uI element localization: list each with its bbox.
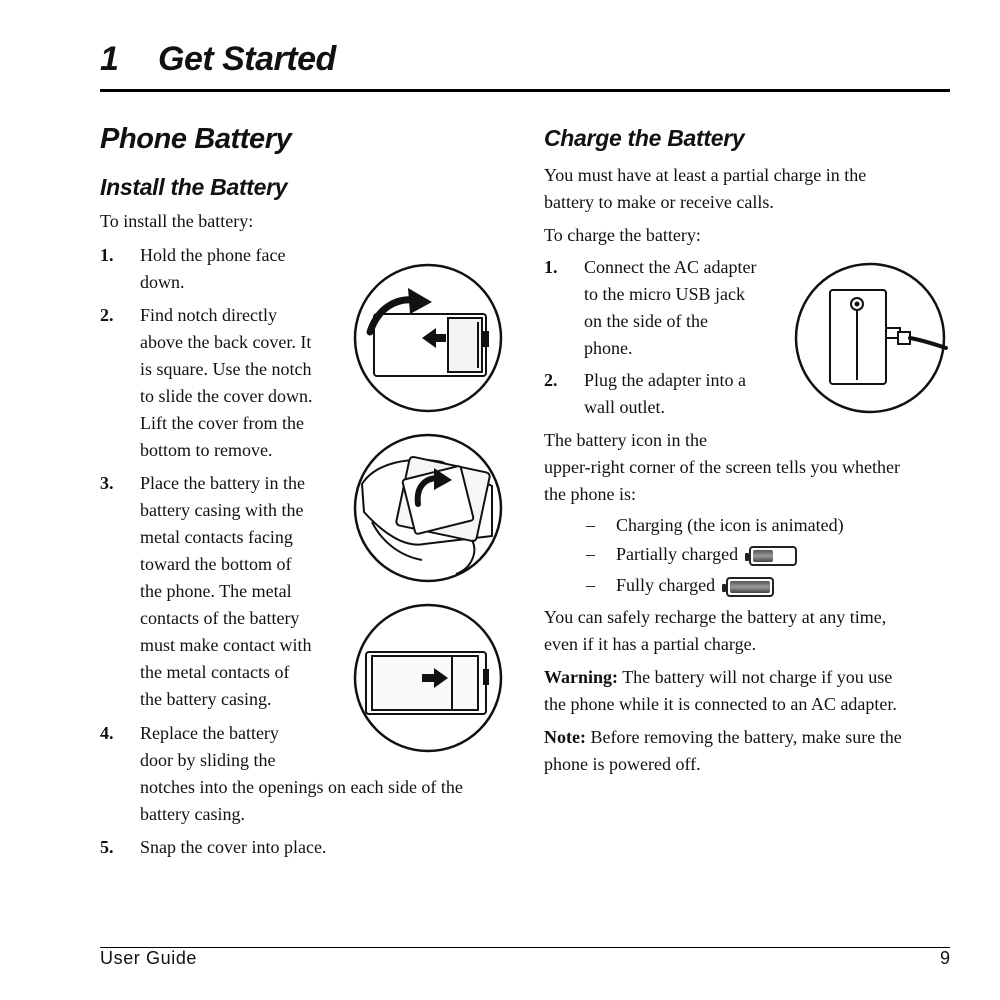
step-line: wall outlet. — [584, 397, 665, 417]
chapter-rule — [100, 89, 950, 92]
step-line: is square. Use the notch — [140, 359, 312, 379]
step-line: bottom to remove. — [140, 440, 273, 460]
step-line: Connect the AC adapter — [584, 257, 757, 277]
warning-label: Warning: — [544, 667, 619, 687]
state-partial — [586, 541, 797, 568]
paragraph-line: You must have at least a partial charge in the — [544, 165, 867, 185]
paragraph-line: the phone while it is connected to an AC adapter. — [544, 694, 897, 714]
step-line: to slide the cover down. — [140, 386, 313, 406]
step-line: Find notch directly — [140, 305, 277, 325]
battery-partial-icon — [749, 546, 797, 566]
step-number: 3. — [100, 473, 114, 493]
battery-icon-paragraph — [544, 427, 900, 508]
step-line: Hold the phone face — [140, 245, 286, 265]
step-line: contacts of the battery — [140, 608, 300, 628]
insert-battery-illustration — [352, 432, 504, 584]
step-line: door by sliding the — [140, 750, 276, 770]
step-line: Replace the battery — [140, 723, 279, 743]
charge-intro-paragraph — [544, 162, 866, 216]
page-number: 9 — [939, 948, 950, 968]
paragraph-line: upper-right corner of the screen tells you whether — [544, 457, 901, 477]
paragraph-line: The battery will not charge if you use — [618, 667, 893, 687]
subheading-install-battery: Install the Battery — [100, 174, 288, 200]
step-number: 5. — [100, 837, 114, 857]
remove-cover-illustration — [352, 262, 504, 414]
install-intro: To install the battery: — [100, 211, 254, 231]
state-full — [586, 572, 774, 599]
charge-steps-intro: To charge the battery: — [544, 225, 701, 245]
paragraph-line: Before removing the battery, make sure the — [585, 727, 902, 747]
warning-paragraph — [544, 664, 897, 718]
step-line: Lift the cover from the — [140, 413, 304, 433]
battery-full-icon — [726, 577, 774, 597]
paragraph-line: You can safely recharge the battery at any time, — [544, 607, 887, 627]
paragraph-line: The battery icon in the — [544, 430, 707, 450]
step-line: Snap the cover into place. — [140, 837, 327, 857]
recharge-paragraph — [544, 604, 886, 658]
state-charging — [586, 512, 844, 539]
step-line: above the back cover. It — [140, 332, 312, 352]
step-line: must make contact with — [140, 635, 312, 655]
charger-connection-illustration — [794, 262, 948, 416]
paragraph-line: battery to make or receive calls. — [544, 192, 774, 212]
step-line: metal contacts facing — [140, 527, 293, 547]
chapter-number: 1 — [100, 40, 119, 78]
step-number: 1. — [100, 245, 114, 265]
note-paragraph — [544, 724, 902, 778]
step-line: battery casing with the — [140, 500, 304, 520]
step-line: down. — [140, 272, 185, 292]
step-line: notches into the openings on each side of the — [140, 777, 463, 797]
step-line: to the micro USB jack — [584, 284, 745, 304]
step-number: 4. — [100, 723, 114, 743]
dash-bullet: – — [586, 544, 595, 564]
step-number: 2. — [544, 370, 558, 390]
dash-bullet: – — [586, 515, 595, 535]
step-number: 2. — [100, 305, 114, 325]
step-line: toward the bottom of — [140, 554, 292, 574]
state-label: Fully charged — [616, 575, 716, 595]
step-line: phone. — [584, 338, 633, 358]
step-line: the metal contacts of — [140, 662, 290, 682]
paragraph-line: even if it has a partial charge. — [544, 634, 757, 654]
note-label: Note: — [544, 727, 586, 747]
state-label: Partially charged — [616, 544, 739, 564]
state-label: Charging (the icon is animated) — [616, 515, 844, 535]
step-line: Plug the adapter into a — [584, 370, 746, 390]
step-line: battery casing. — [140, 804, 245, 824]
section-heading-phone-battery: Phone Battery — [100, 123, 292, 155]
step-line: on the side of the — [584, 311, 708, 331]
chapter-title: Get Started — [158, 40, 336, 78]
step-line: the battery casing. — [140, 689, 272, 709]
paragraph-line: phone is powered off. — [544, 754, 701, 774]
step-line: the phone. The metal — [140, 581, 292, 601]
step-line: Place the battery in the — [140, 473, 305, 493]
footer-rule — [100, 947, 950, 948]
section-heading-charge-battery: Charge the Battery — [544, 125, 745, 151]
step-number: 1. — [544, 257, 558, 277]
paragraph-line: the phone is: — [544, 484, 636, 504]
footer-title: User Guide — [100, 948, 198, 968]
replace-cover-illustration — [352, 602, 504, 754]
dash-bullet: – — [586, 575, 595, 595]
